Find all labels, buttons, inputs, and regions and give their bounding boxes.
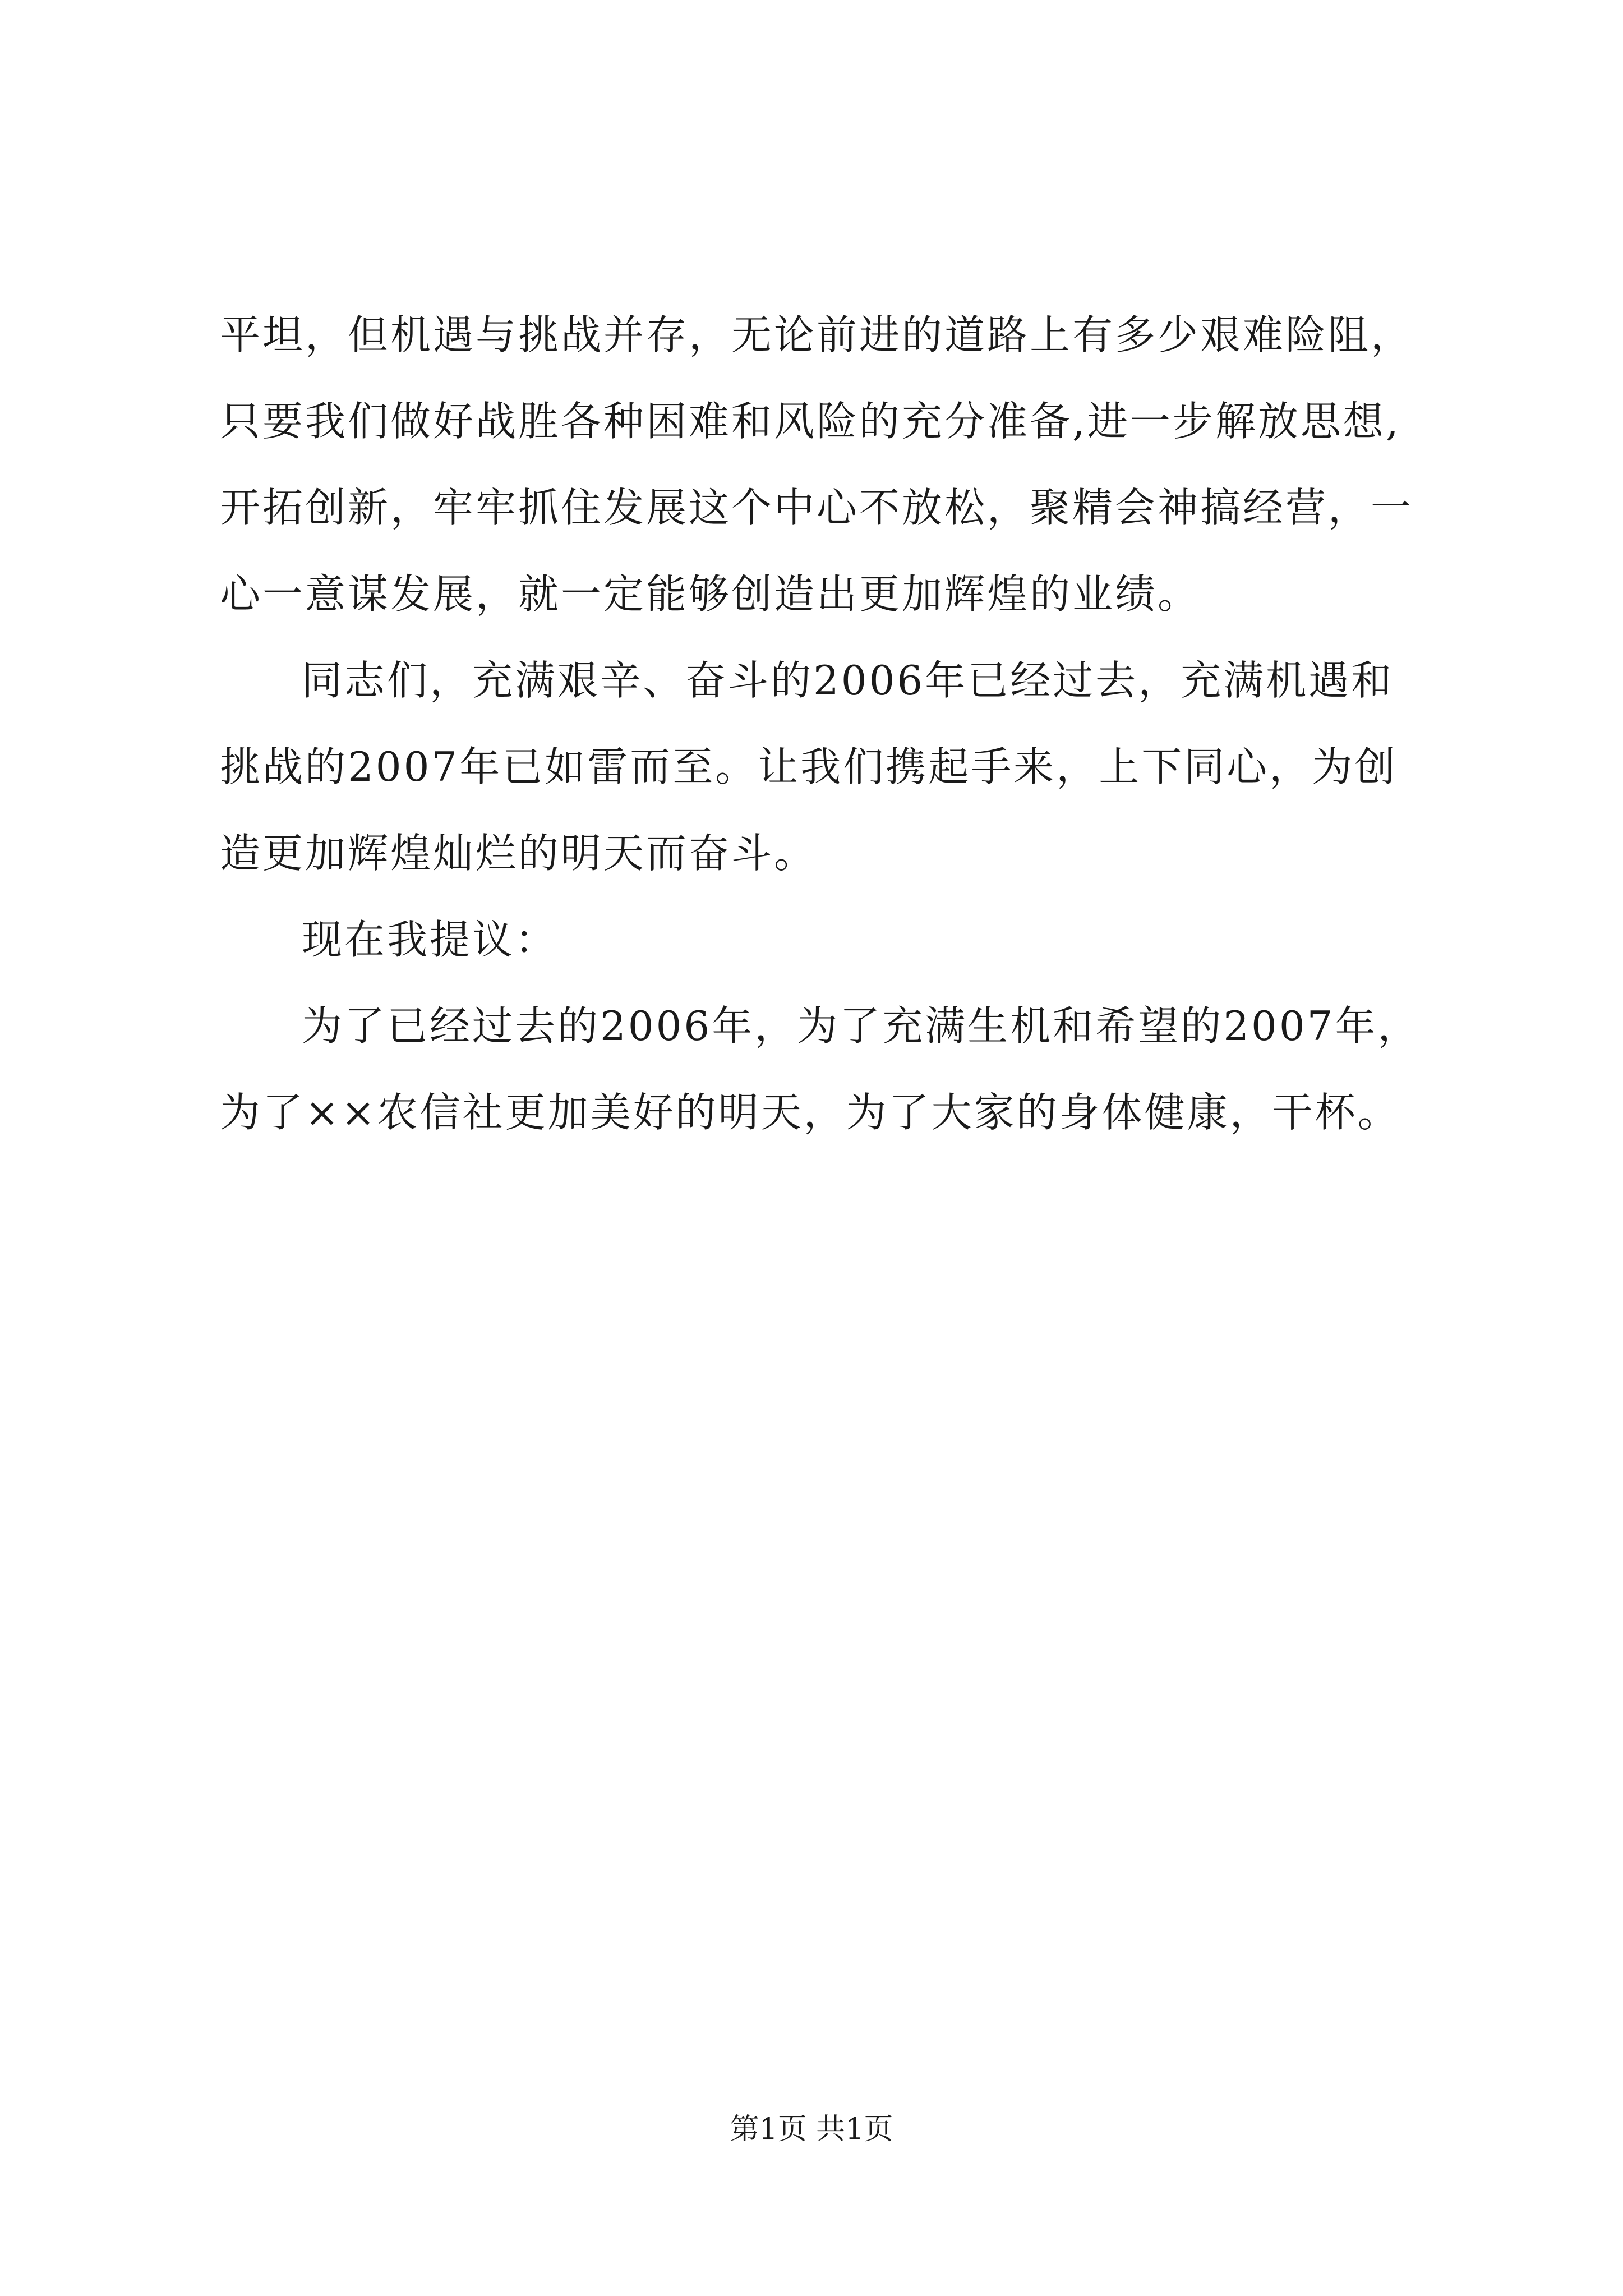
text-line: 挑战的2007年已如雷而至。让我们携起手来，上下同心，为创 [220, 743, 1398, 790]
text-line: 现在我提议： [302, 916, 558, 963]
text-line: 心一意谋发展，就一定能够创造出更加辉煌的业绩。 [220, 570, 1201, 618]
text-line: 开拓创新，牢牢抓住发展这个中心不放松，聚精会神搞经营，一 [220, 484, 1414, 531]
text-line: 只要我们做好战胜各种困难和风险的充分准备,进一步解放思想, [220, 398, 1401, 445]
text-line: 为了已经过去的2006年，为了充满生机和希望的2007年， [302, 1002, 1421, 1050]
document-body [220, 292, 1442, 1156]
text-line: 为了××农信社更加美好的明天，为了大家的身体健康，干杯。 [220, 1089, 1400, 1136]
text-line: 造更加辉煌灿烂的明天而奋斗。 [220, 830, 817, 877]
text-line: 同志们，充满艰辛、奋斗的2006年已经过去，充满机遇和 [302, 657, 1394, 704]
text-line: 平坦，但机遇与挑战并存，无论前进的道路上有多少艰难险阻， [220, 311, 1414, 358]
page-footer: 第1页 共1页 [730, 2113, 893, 2146]
